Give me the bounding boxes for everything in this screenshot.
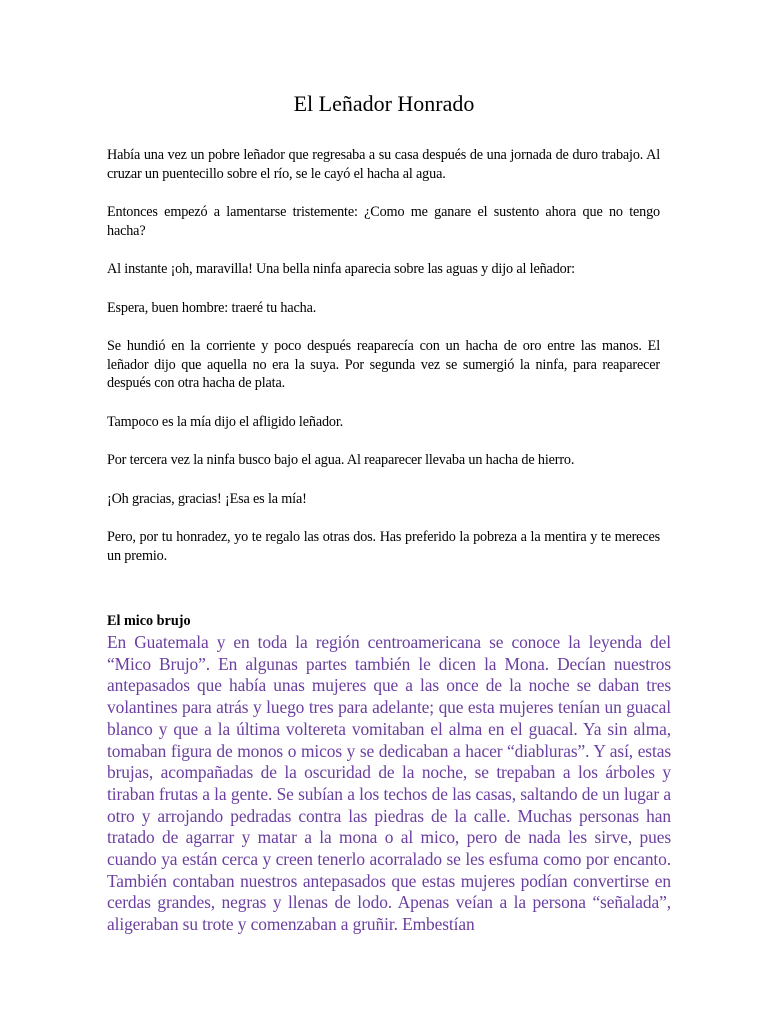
paragraph: ¡Oh gracias, gracias! ¡Esa es la mía! (107, 490, 307, 507)
paragraph: Se hundió en la corriente y poco después reaparecía con un hacha de oro entre las manos. El leñador dijo que aquella no era la suya. Por segunda vez se sumergió la ninfa, para reaparecer después con otra hacha de plata. (107, 338, 660, 391)
paragraph: Entonces empezó a lamentarse tristemente: ¿Como me ganare el sustento ahora que no tengo hacha? (107, 204, 660, 239)
story-body (107, 146, 660, 565)
paragraph: Había una vez un pobre leñador que regresaba a su casa después de una jornada de duro trabajo. Al cruzar un puentecillo sobre el río, se le cayó el hacha al agua. (107, 147, 660, 182)
paragraph: Al instante ¡oh, maravilla! Una bella ninfa aparecia sobre las aguas y dijo al leñador: (107, 261, 575, 277)
section-heading: El mico brujo (107, 613, 191, 629)
paragraph: Espera, buen hombre: traeré tu hacha. (107, 299, 317, 316)
legend-paragraph: En Guatemala y en toda la región centroamericana se conoce la leyenda del “Mico Brujo”. En algunas partes también le dicen la Mona. Decían nuestros antepasados que había unas mujeres que a las once de la noche se daban tres volantines para atrás y luego tres para adelante; que esta mujeres tenían un guacal blanco y que a la última voltereta vomitaban el alma en el guacal. Ya sin alma, tomaban figura de monos o micos y se dedicaban a hacer “diabluras”. Y así, estas brujas, acompañadas de la oscuridad de la noche, se trepaban a los árboles y tiraban frutas a la gente. Se subían a los techos de las casas, saltando de un lugar a otro y arrojando pedradas contra las piedras de la calle. Muchas personas han tratado de agarrar y matar a la mona o al mico, pero de nada les sirve, pues cuando ya están cerca y creen tenerlo acorralado se les esfuma como por encanto. También contaban nuestros antepasados que estas mujeres podían convertirse en cerdas grandes, negras y llenas de lodo. Apenas veían a la persona “señalada”, aligeraban su trote y comenzaban a gruñir. Embestían (107, 632, 671, 935)
paragraph: Por tercera vez la ninfa busco bajo el agua. Al reaparecer llevaba un hacha de hierro. (107, 452, 575, 468)
paragraph: Pero, por tu honradez, yo te regalo las otras dos. Has preferido la pobreza a la mentira y te mereces un premio. (107, 529, 660, 564)
paragraph: Tampoco es la mía dijo el afligido leñador. (107, 413, 344, 430)
document-title: El Leñador Honrado (293, 91, 475, 116)
